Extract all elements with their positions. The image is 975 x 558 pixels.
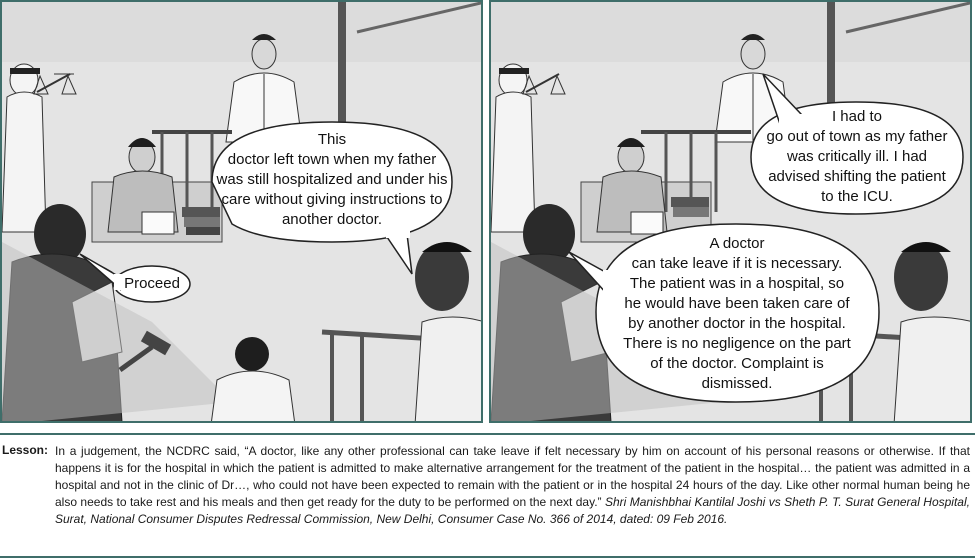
bubble-line: can take leave if it is necessary. [631,255,843,272]
bubble-text-complainant [202,130,462,230]
comic-panel-right [489,0,972,423]
bubble-line: he would have been taken care of [624,295,850,312]
lesson-label: Lesson: [2,443,49,457]
bubble-line: was critically ill. I had [786,148,928,165]
bubble-line: This [317,131,347,148]
bubble-line: Proceed [124,275,180,292]
bubble-line: dismissed. [701,375,773,392]
lesson-citation: Shri Manishbhai Kantilal Joshi vs Sheth P. T. Surat General Hospital, Surat, National Consumer Disputes Redressal Commission, New Delhi, Consumer Case No. 366 of 2014, dated: 09 Feb 2016. [55,495,970,526]
comic-panel-left [0,0,483,423]
bubble-line: another doctor. [281,211,383,228]
bubble-line: to the ICU. [821,188,893,205]
bubble-line: I had to [831,108,883,125]
lesson-text [55,443,970,528]
bubble-text-judge [114,274,190,294]
lesson-body: In a judgement, the NCDRC said, “A doctor, like any other professional can take leave if felt necessary by him on account of his personal reasons or otherwise. If that happens it is for the hospital in which the patient is admitted to make alternative arrangement for the treatment of the patient in the hospital… the patient was admitted in a hospital and not in the clinic of Dr…, who could not have been expected to remain with the patient or in the hospital 24 hours of the day. Like other normal human being he also needs to take rest and his meals and then get ready for the duty to be performed on the next day.” [55,444,970,509]
bubble-line: go out of town as my father [766,128,948,145]
bubble-text-judge [599,234,875,394]
bubble-line: There is no negligence on the part [623,335,851,352]
bubble-line: was still hospitalized and under his [216,171,448,188]
bubble-line: The patient was in a hospital, so [629,275,845,292]
divider [0,433,975,435]
bubble-line: by another doctor in the hospital. [628,315,846,332]
bubble-line: of the doctor. Complaint is [650,355,824,372]
bubble-line: doctor left town when my father [227,151,437,168]
lesson-section [0,433,975,558]
bubble-line: A doctor [709,235,765,252]
bubble-text-doctor [749,107,965,207]
bubble-line: advised shifting the patient [768,168,946,185]
bubble-line: care without giving instructions to [221,191,443,208]
